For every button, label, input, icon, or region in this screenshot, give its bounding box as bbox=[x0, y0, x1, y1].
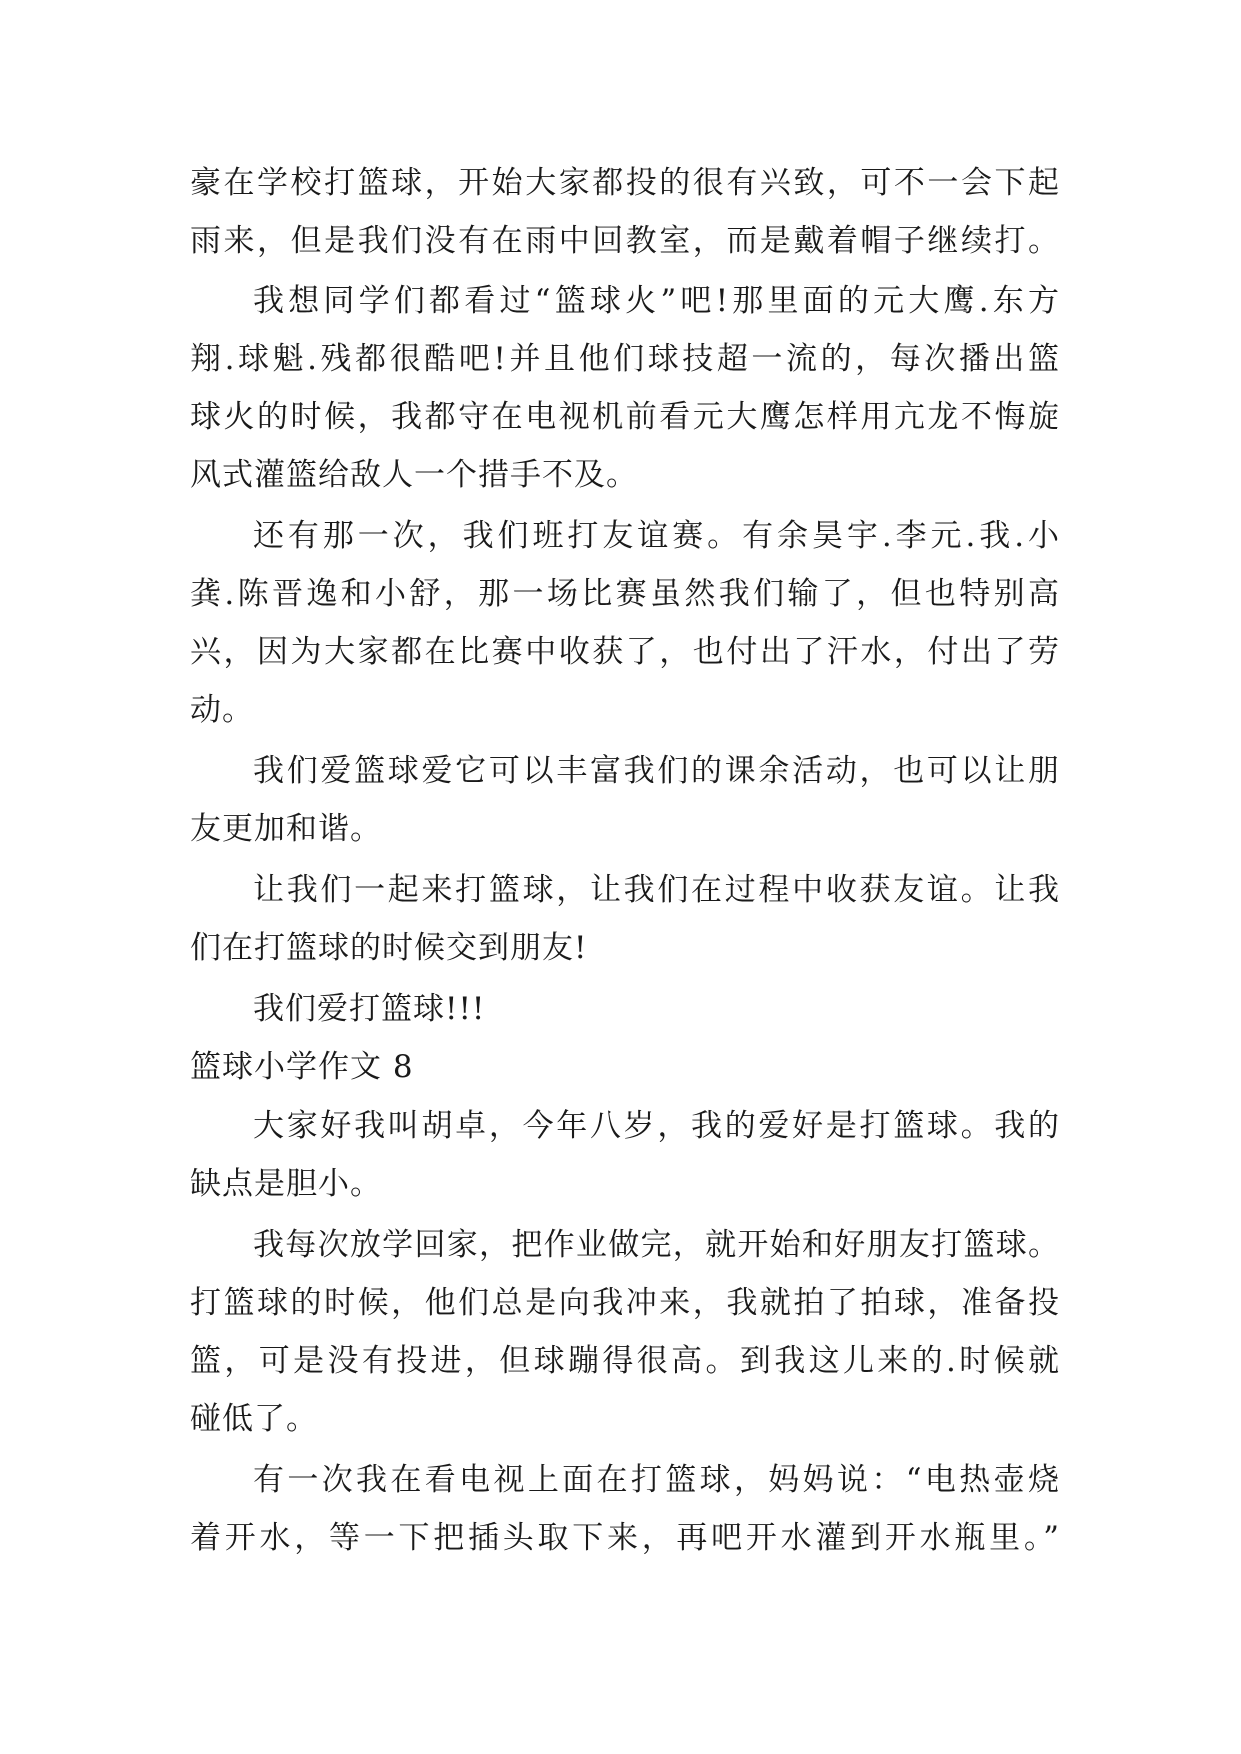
paragraph-first-line: 还有那一次，我们班打友谊赛。有余昊宇.李元.我.小 bbox=[253, 518, 1060, 554]
paragraph-first-line: 我们爱打篮球!!! bbox=[253, 991, 486, 1027]
paragraph-first-line: 我想同学们都看过“篮球火”吧!那里面的元大鹰.东方 bbox=[253, 283, 1060, 319]
text-line: 动。 bbox=[190, 692, 254, 728]
text-line: 碰低了。 bbox=[190, 1401, 318, 1437]
text-line: 缺点是胆小。 bbox=[190, 1166, 382, 1202]
paragraph-first-line: 我们爱篮球爱它可以丰富我们的课余活动，也可以让朋 bbox=[253, 753, 1060, 789]
text-line: 风式灌篮给敌人一个措手不及。 bbox=[190, 457, 638, 493]
text-line: 豪在学校打篮球，开始大家都投的很有兴致，可不一会下起 bbox=[190, 165, 1060, 201]
text-line: 翔.球魁.残都很酷吧!并且他们球技超一流的，每次播出篮 bbox=[190, 341, 1060, 377]
text-line: 着开水，等一下把插头取下来，再吧开水灌到开水瓶里。” bbox=[190, 1520, 1060, 1556]
text-line: 雨来，但是我们没有在雨中回教室，而是戴着帽子继续打。 bbox=[190, 223, 1060, 259]
paragraph-first-line: 大家好我叫胡卓，今年八岁，我的爱好是打篮球。我的 bbox=[253, 1108, 1060, 1144]
text-line: 友更加和谐。 bbox=[190, 811, 382, 847]
paragraph-first-line: 我每次放学回家，把作业做完，就开始和好朋友打篮球。 bbox=[253, 1227, 1060, 1263]
text-line: 们在打篮球的时候交到朋友! bbox=[190, 930, 588, 966]
text-line: 球火的时候，我都守在电视机前看元大鹰怎样用亢龙不悔旋 bbox=[190, 399, 1060, 435]
section-heading: 篮球小学作文 8 bbox=[190, 1049, 414, 1085]
text-line: 龚.陈晋逸和小舒，那一场比赛虽然我们输了，但也特别高 bbox=[190, 576, 1060, 612]
text-line: 兴，因为大家都在比赛中收获了，也付出了汗水，付出了劳 bbox=[190, 634, 1060, 670]
text-line: 打篮球的时候，他们总是向我冲来，我就拍了拍球，准备投 bbox=[190, 1285, 1060, 1321]
paragraph-first-line: 有一次我在看电视上面在打篮球，妈妈说：“电热壶烧 bbox=[253, 1462, 1060, 1498]
paragraph-first-line: 让我们一起来打篮球，让我们在过程中收获友谊。让我 bbox=[253, 872, 1060, 908]
text-line: 篮，可是没有投进，但球蹦得很高。到我这儿来的.时候就 bbox=[190, 1343, 1060, 1379]
